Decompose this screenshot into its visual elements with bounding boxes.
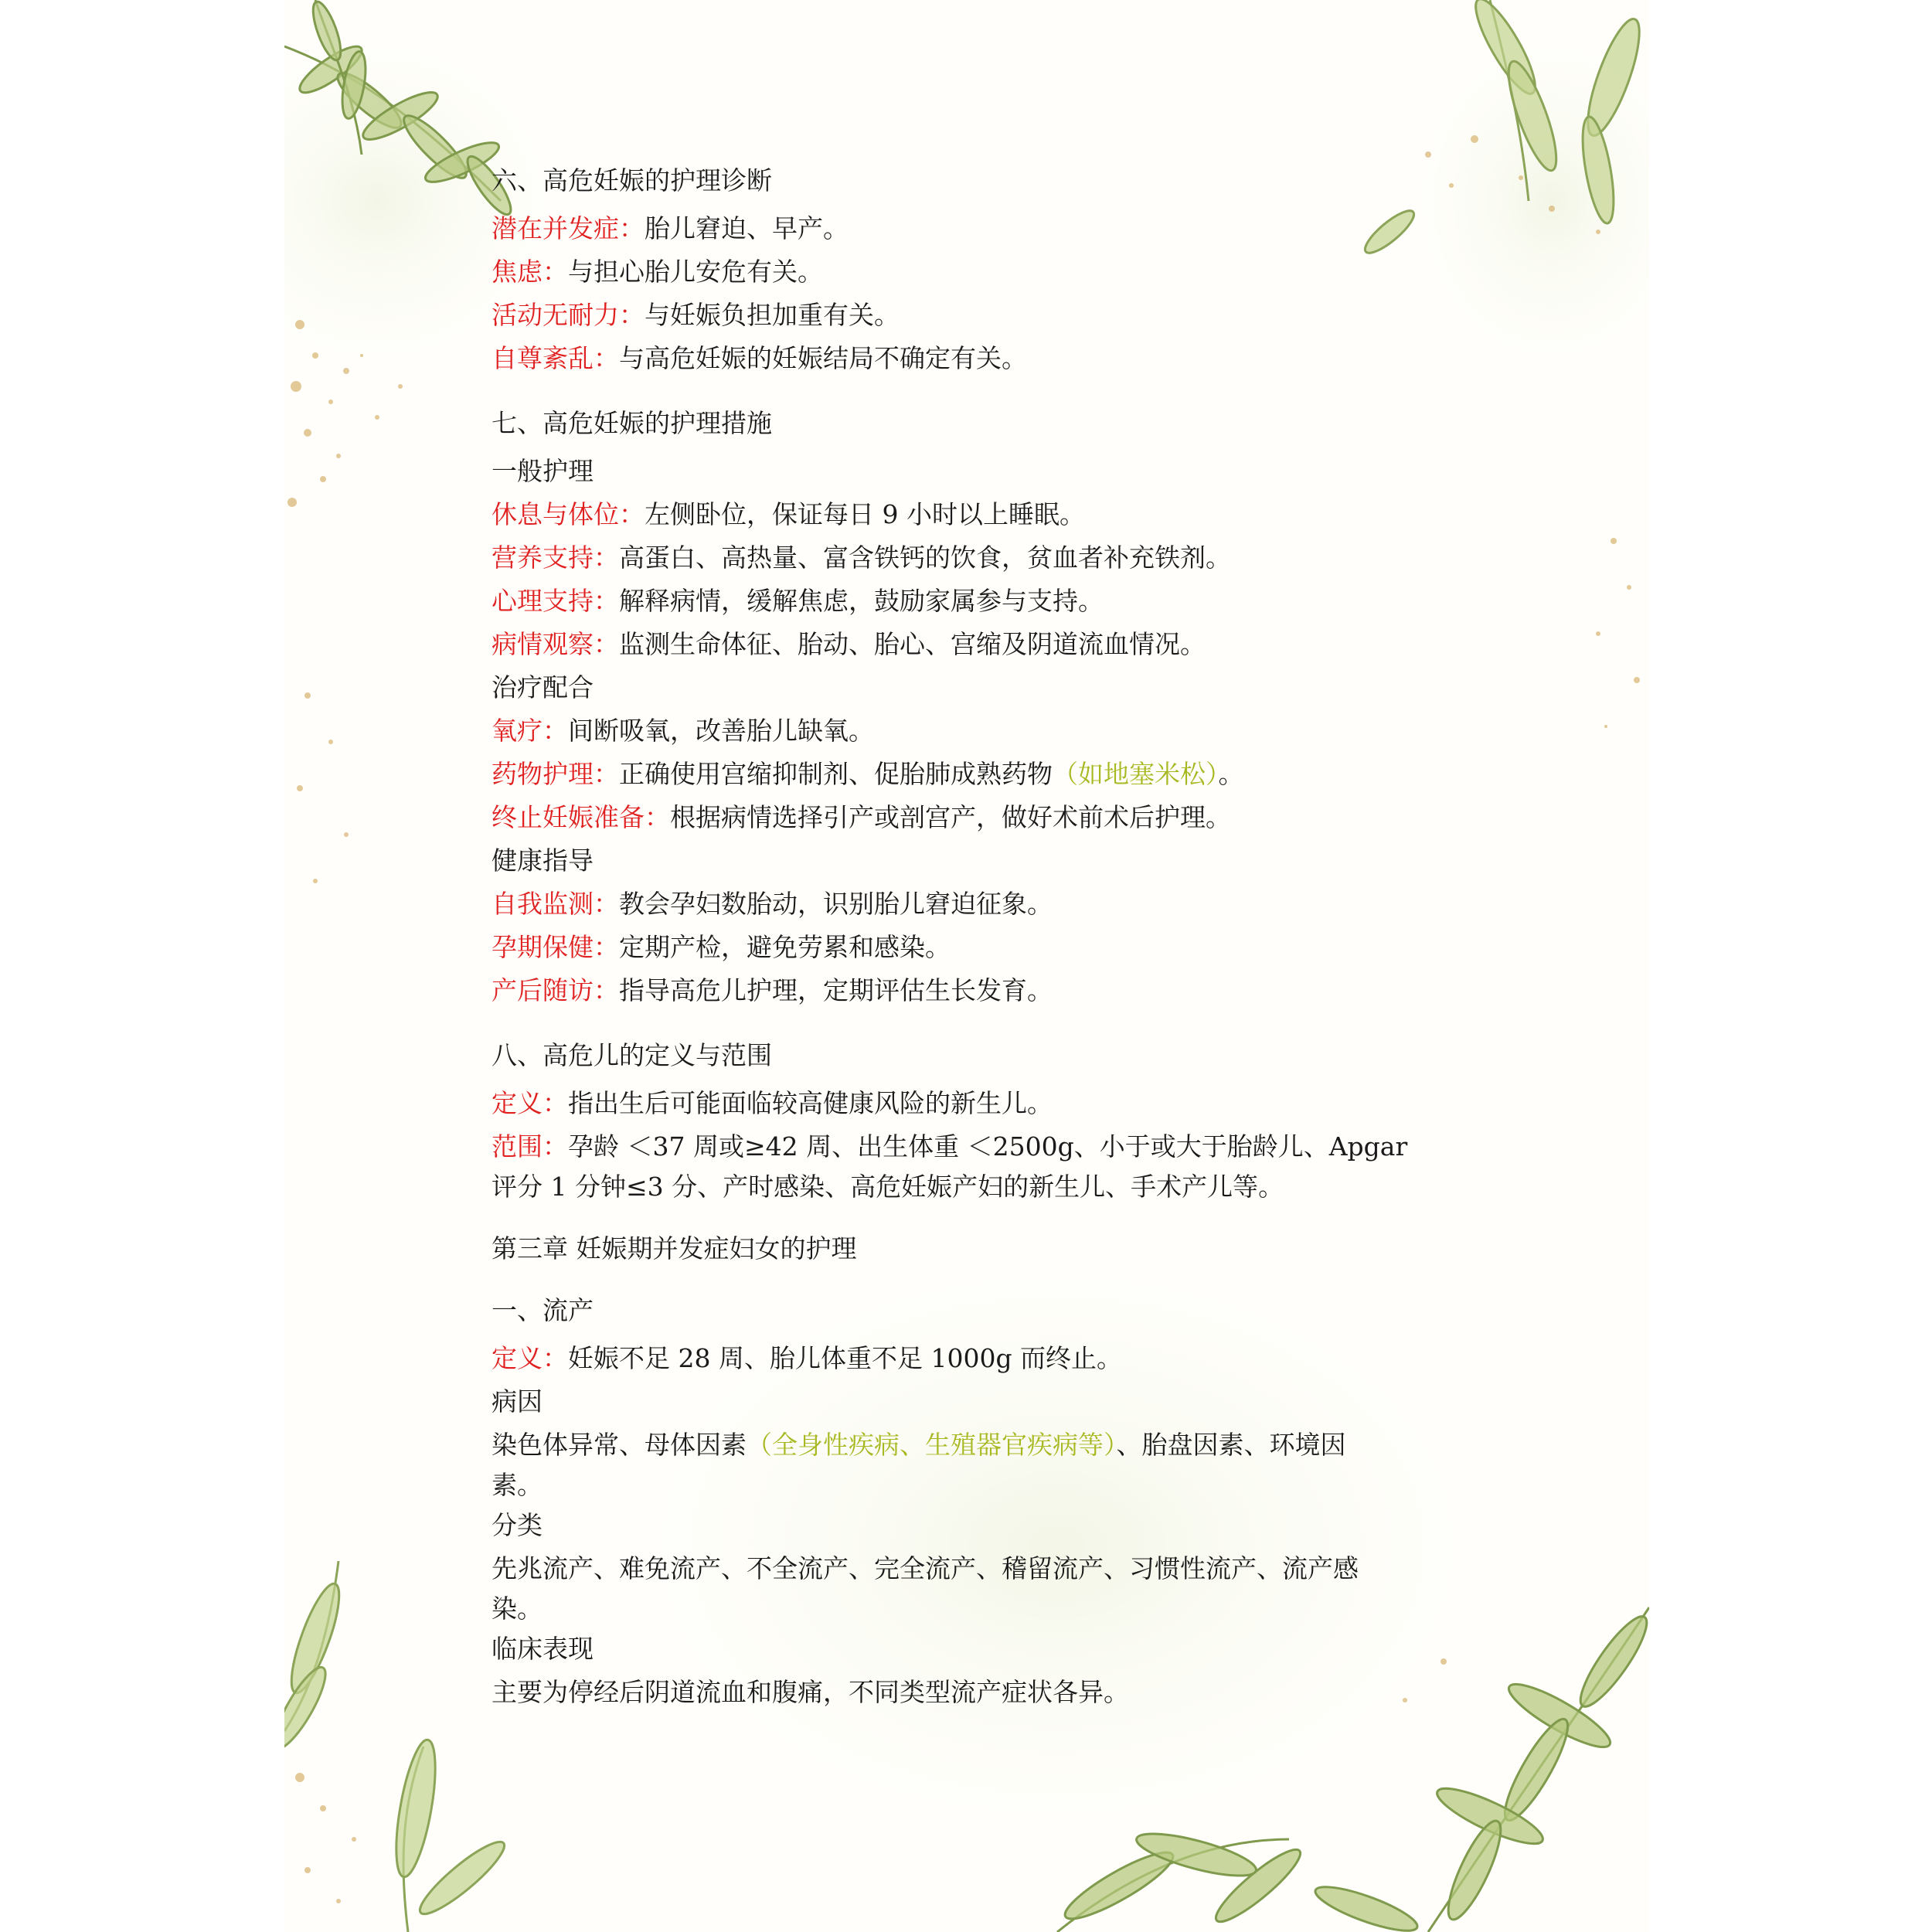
- item-text: 定期产检，避免劳累和感染。: [619, 932, 951, 962]
- term: 自我监测：: [492, 889, 619, 919]
- item-text: 胎儿窘迫、早产。: [645, 213, 849, 243]
- item-text: 指出生后可能面临较高健康风险的新生儿。: [568, 1088, 1053, 1118]
- term: 潜在并发症：: [492, 213, 645, 243]
- list-item: [492, 753, 1465, 796]
- list-item: [492, 337, 1465, 380]
- subheading: 病因: [492, 1386, 543, 1417]
- list-item: [492, 883, 1465, 926]
- item-text: 间断吸氧，改善胎儿缺氧。: [568, 716, 874, 746]
- item-text: 与担心胎儿安危有关。: [568, 257, 823, 287]
- subheading: 健康指导: [492, 845, 594, 876]
- term: 焦虑：: [492, 257, 568, 287]
- list-item: [492, 294, 1465, 337]
- item-text: 指导高危儿护理，定期评估生长发育。: [619, 975, 1053, 1005]
- term: 病情观察：: [492, 629, 619, 659]
- item-text: 解释病情，缓解焦虑，鼓励家属参与支持。: [619, 586, 1104, 616]
- list-item: [492, 796, 1465, 839]
- item-text: 左侧卧位，保证每日 9 小时以上睡眠。: [645, 499, 1085, 529]
- list-item: [492, 623, 1465, 666]
- list-item: [492, 207, 1465, 250]
- text: 染色体异常、母体因素: [492, 1430, 747, 1460]
- paragraph-line: [492, 1423, 1465, 1467]
- subheading: 一般护理: [492, 456, 594, 486]
- term: 孕期保健：: [492, 932, 619, 962]
- item-text: 与妊娠负担加重有关。: [645, 300, 900, 330]
- term: 产后随访：: [492, 975, 619, 1005]
- list-item: [492, 580, 1465, 623]
- paragraph-line: 先兆流产、难免流产、不全流产、完全流产、稽留流产、习惯性流产、流产感: [492, 1553, 1359, 1583]
- term: 休息与体位：: [492, 499, 645, 529]
- item-text: 教会孕妇数胎动，识别胎儿窘迫征象。: [619, 889, 1053, 919]
- list-item: [492, 536, 1465, 580]
- document-page: [284, 0, 1649, 1932]
- item-tail: 。: [1218, 759, 1244, 789]
- note: （全身性疾病、生殖器官疾病等）: [747, 1430, 1117, 1460]
- term: 营养支持：: [492, 543, 619, 573]
- list-item: [492, 250, 1465, 294]
- section-heading-abortion: 一、流产: [492, 1295, 594, 1325]
- item-text: 高蛋白、高热量、富含铁钙的饮食，贫血者补充铁剂。: [619, 543, 1231, 573]
- item-text: 根据病情选择引产或剖宫产，做好术前术后护理。: [670, 802, 1231, 832]
- term: 氧疗：: [492, 716, 568, 746]
- list-item: [492, 493, 1465, 536]
- item-text: 孕龄 ＜37 周或≥42 周、出生体重 ＜2500g、小于或大于胎龄儿、Apgar: [568, 1131, 1408, 1162]
- list-item: [492, 709, 1465, 753]
- document-content: [492, 162, 1465, 1714]
- paragraph-continuation: 素。: [492, 1470, 543, 1500]
- term: 心理支持：: [492, 586, 619, 616]
- list-item: [492, 926, 1465, 969]
- paragraph-continuation: 染。: [492, 1594, 543, 1624]
- list-item-continuation: 评分 1 分钟≤3 分、产时感染、高危妊娠产妇的新生儿、手术产儿等。: [492, 1172, 1284, 1202]
- term: 自尊紊乱：: [492, 343, 619, 373]
- term: 定义：: [492, 1343, 568, 1373]
- section-heading-6: 六、高危妊娠的护理诊断: [492, 165, 772, 196]
- list-item: [492, 1082, 1465, 1125]
- term: 药物护理：: [492, 759, 619, 789]
- subheading: 治疗配合: [492, 672, 594, 702]
- note: （如地塞米松）: [1053, 759, 1219, 789]
- term: 定义：: [492, 1088, 568, 1118]
- text: 、胎盘因素、环境因: [1116, 1430, 1346, 1460]
- item-text: 妊娠不足 28 周、胎儿体重不足 1000g 而终止。: [568, 1343, 1123, 1373]
- section-heading-7: 七、高危妊娠的护理措施: [492, 408, 772, 438]
- item-text: 监测生命体征、胎动、胎心、宫缩及阴道流血情况。: [619, 629, 1206, 659]
- leaf-branch-bottom-left: [284, 1561, 512, 1932]
- subheading: 分类: [492, 1510, 543, 1540]
- list-item: [492, 969, 1465, 1012]
- section-heading-8: 八、高危儿的定义与范围: [492, 1040, 772, 1070]
- list-item: [492, 1337, 1465, 1380]
- chapter-heading: 第三章 妊娠期并发症妇女的护理: [492, 1233, 857, 1264]
- list-item: [492, 1125, 1465, 1168]
- paragraph-line: 主要为停经后阴道流血和腹痛，不同类型流产症状各异。: [492, 1677, 1129, 1707]
- subheading: 临床表现: [492, 1634, 594, 1664]
- term: 终止妊娠准备：: [492, 802, 670, 832]
- term: 活动无耐力：: [492, 300, 645, 330]
- term: 范围：: [492, 1131, 568, 1162]
- item-text: 与高危妊娠的妊娠结局不确定有关。: [619, 343, 1027, 373]
- item-text: 正确使用宫缩抑制剂、促胎肺成熟药物: [619, 759, 1053, 789]
